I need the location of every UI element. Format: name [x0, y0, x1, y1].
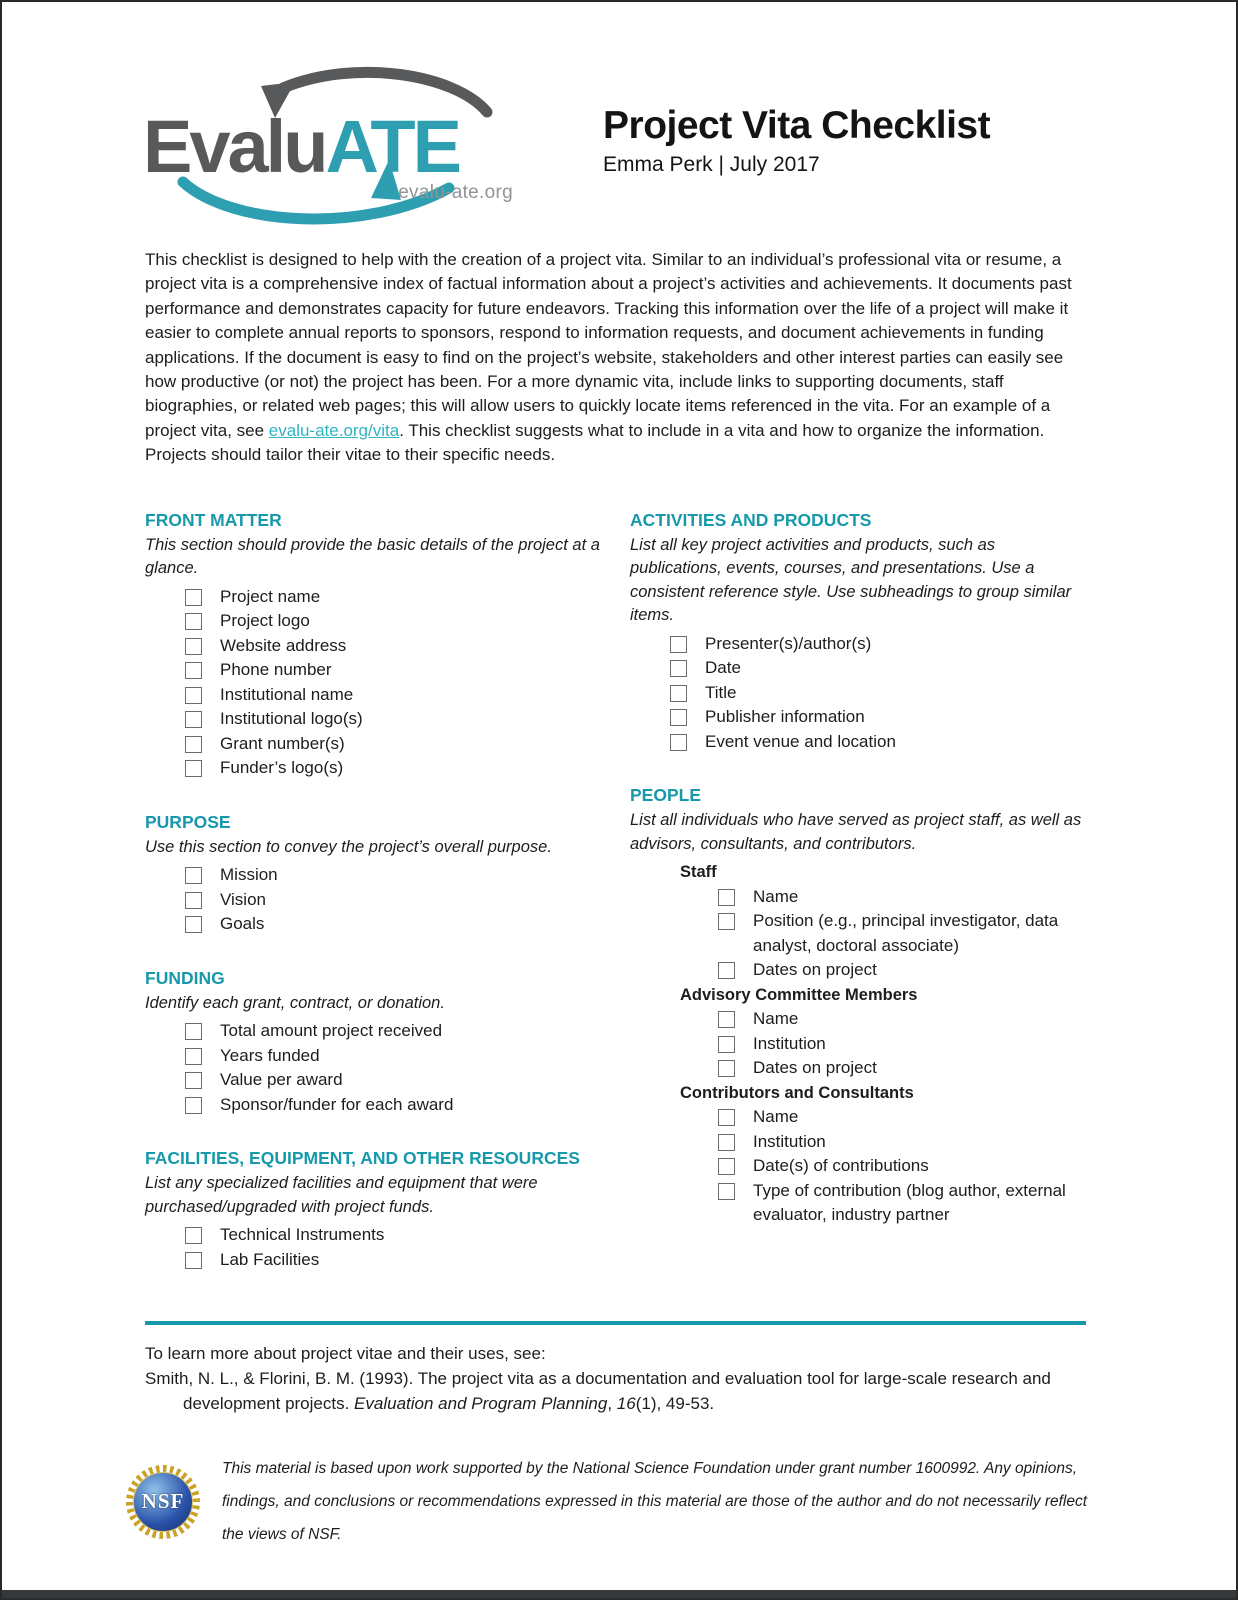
learn-more-text: To learn more about project vitae and their uses, see: [145, 1344, 546, 1364]
checkbox[interactable] [670, 734, 687, 751]
group-title: Advisory Committee Members [680, 985, 918, 1004]
checkbox[interactable] [670, 660, 687, 677]
checkbox[interactable] [185, 1048, 202, 1065]
checklist-item [185, 683, 605, 708]
checklist-item [670, 705, 1090, 730]
intro-text-before-link: This checklist is designed to help with the creation of a project vita. Similar to an individual’s professional vita or resume, a project vita is a comprehensive index of factual information about a project’s activities and achievements. It documents past performance and demonstrates capacity for future endeavors. Tracking this information over the life of a project will make it easier to complete annual reports to sponsors, respond to information requests, and document achievements in funding applications. If the document is easy to find on the project’s website, stakeholders and other interest parties can easily see how productive (or not) the project has been. For a more dynamic vita, include links to supporting documents, staff biographies, or related web pages; this will allow users to quickly locate items referenced in the vita. For an example of a project vita, see [145, 250, 1072, 440]
nsf-logo-icon [126, 1465, 200, 1539]
checklist-item-label: Years funded [220, 1045, 320, 1065]
checklist-item-label: Title [705, 682, 737, 702]
checklist-item-label: Total amount project received [220, 1021, 443, 1041]
checklist-item-label: Position (e.g., principal investigator, data analyst, doctoral associate) [753, 911, 1059, 955]
checklist-item-label: Name [753, 886, 799, 906]
section-heading: FACILITIES, EQUIPMENT, AND OTHER RESOURCES [145, 1148, 580, 1169]
checklist-item [185, 888, 605, 913]
checklist-item [185, 912, 605, 937]
checkbox[interactable] [185, 1097, 202, 1114]
checklist-item [670, 681, 1090, 706]
citation-text: Smith, N. L., & Florini, B. M. (1993). The project vita as a documentation and evaluation tool for large-scale research and development projects. [145, 1369, 1051, 1414]
checkbox[interactable] [185, 1023, 202, 1040]
checklist [630, 1105, 1090, 1228]
checklist-item-label: Lab Facilities [220, 1249, 320, 1269]
logo-website-text: evalu-ate.org [398, 182, 513, 203]
people-group-contributors [630, 1081, 1090, 1228]
nsf-footer [126, 1452, 1096, 1551]
intro-text-after-link: . This checklist suggests what to include in a vita and how to organize the information. Projects should tailor their vitae to their specific needs. [145, 420, 1045, 465]
section-heading: FRONT MATTER [145, 509, 282, 530]
section-purpose [145, 812, 605, 937]
checklist-item [718, 1105, 1090, 1130]
checklist-item [718, 1056, 1090, 1081]
footer-reference [145, 1341, 1086, 1416]
checklist [145, 863, 605, 937]
checkbox[interactable] [670, 685, 687, 702]
checklist-item-label: Event venue and location [705, 731, 896, 751]
citation-volume: 16 [616, 1394, 636, 1414]
checklist-item [185, 1068, 605, 1093]
checklist-item [670, 730, 1090, 755]
checklist [630, 885, 1090, 983]
checkbox[interactable] [185, 638, 202, 655]
checklist-item [670, 632, 1090, 657]
section-people [630, 785, 1090, 1228]
checklist-item [718, 909, 1090, 958]
checklist-item-label: Grant number(s) [220, 733, 345, 753]
checklist-item [185, 732, 605, 757]
checklist-item-label: Value per award [220, 1070, 343, 1090]
checklist-item [718, 958, 1090, 983]
checkbox[interactable] [718, 1183, 735, 1200]
vita-example-link[interactable]: evalu-ate.org/vita [268, 420, 400, 440]
checklist-item-label: Mission [220, 865, 278, 885]
nsf-disclaimer: This material is based upon work supported by the National Science Foundation under grant number 1600992. Any opinions, findings, and conclusions or recommendations expressed in this material are those of the author and do not necessarily reflect the views of NSF. [222, 1460, 1088, 1544]
checkbox[interactable] [718, 1109, 735, 1126]
checkbox[interactable] [185, 1252, 202, 1269]
bottom-page-bar [2, 1590, 1236, 1598]
checkbox[interactable] [185, 711, 202, 728]
group-title: Staff [680, 863, 717, 882]
checklist-item [185, 609, 605, 634]
checkbox[interactable] [185, 662, 202, 679]
checklist-item-label: Goals [220, 914, 265, 934]
checklist-item [718, 1007, 1090, 1032]
checklist-item [718, 885, 1090, 910]
header [2, 2, 1236, 224]
left-column [145, 510, 605, 1304]
checkbox[interactable] [718, 1011, 735, 1028]
checklist-item [185, 707, 605, 732]
checklist-item-label: Institutional name [220, 684, 354, 704]
checklist-item-label: Institution [753, 1131, 826, 1151]
checkbox[interactable] [185, 916, 202, 933]
checkbox[interactable] [670, 709, 687, 726]
section-front-matter [145, 510, 605, 781]
checkbox[interactable] [185, 1227, 202, 1244]
checklist-item-label: Publisher information [705, 707, 865, 727]
checkbox[interactable] [185, 589, 202, 606]
checklist-item [185, 1019, 605, 1044]
group-title: Contributors and Consultants [680, 1083, 914, 1102]
checklist-item [718, 1179, 1090, 1228]
checkbox[interactable] [718, 1134, 735, 1151]
checklist-item [185, 863, 605, 888]
checkbox[interactable] [718, 1036, 735, 1053]
section-description: List any specialized facilities and equipment that were purchased/upgraded with project funds. [145, 1174, 538, 1216]
checkbox[interactable] [185, 736, 202, 753]
checkbox[interactable] [185, 867, 202, 884]
section-description: This section should provide the basic details of the project at a glance. [145, 535, 600, 578]
checklist-item [718, 1154, 1090, 1179]
checklist-columns [145, 510, 1086, 1304]
checklist [145, 1019, 605, 1117]
right-column [630, 510, 1090, 1259]
checklist-item [185, 585, 605, 610]
checkbox[interactable] [718, 913, 735, 930]
checklist-item [185, 634, 605, 659]
checklist-item-label: Project logo [220, 611, 310, 631]
title-block [603, 104, 990, 177]
section-facilities [145, 1148, 605, 1272]
section-activities-products [630, 510, 1090, 755]
checklist-item [670, 656, 1090, 681]
checklist-item-label: Institutional logo(s) [220, 709, 363, 729]
checkbox[interactable] [185, 1072, 202, 1089]
checklist-item-label: Type of contribution (blog author, external evaluator, industry partner [753, 1180, 1066, 1225]
checkbox[interactable] [185, 760, 202, 777]
checklist-item [185, 1223, 605, 1248]
nsf-logo-globe [133, 1472, 193, 1532]
checklist-item [185, 1093, 605, 1118]
checklist-item-label: Sponsor/funder for each award [220, 1094, 454, 1114]
evaluate-logo [135, 72, 517, 224]
footer-divider [145, 1321, 1086, 1325]
checklist-item [718, 1032, 1090, 1057]
checklist-item [185, 1044, 605, 1069]
checklist [145, 1223, 605, 1272]
section-description: List all individuals who have served as project staff, as well as advisors, consultants, and contributors. [630, 811, 1082, 853]
logo-text-evalu: Evalu [143, 105, 326, 188]
section-funding [145, 968, 605, 1118]
checklist-item-label: Name [753, 1107, 799, 1127]
checklist-item-label: Institution [753, 1033, 826, 1053]
checkbox[interactable] [670, 636, 687, 653]
intro-paragraph [145, 248, 1086, 468]
section-description: List all key project activities and products, such as publications, events, courses, and presentations. Use a consistent reference style. Use subheadings to group similar items. [630, 535, 1072, 625]
checklist-item [185, 1248, 605, 1273]
citation: Smith, N. L., & Florini, B. M. (1993). The project vita as a documentation and evaluation tool for large-scale research and development projects. Evaluation and Program Planning, 16(1), 49-53. [145, 1369, 1051, 1414]
logo-wordmark [143, 105, 459, 188]
checklist [145, 585, 605, 781]
checklist-item-label: Website address [220, 635, 347, 655]
section-description: Identify each grant, contract, or donation. [145, 993, 445, 1012]
checklist-item-label: Presenter(s)/author(s) [705, 633, 872, 653]
checklist-item-label: Name [753, 1009, 799, 1029]
checkbox[interactable] [185, 892, 202, 909]
checklist-item [185, 756, 605, 781]
checklist-item-label: Date(s) of contributions [753, 1156, 929, 1176]
checkbox[interactable] [718, 1060, 735, 1077]
checkbox[interactable] [185, 613, 202, 630]
page-title: Project Vita Checklist [603, 104, 991, 147]
checklist [630, 632, 1090, 755]
checklist [630, 1007, 1090, 1081]
checkbox[interactable] [718, 889, 735, 906]
checkbox[interactable] [718, 1158, 735, 1175]
section-heading: PURPOSE [145, 811, 231, 832]
checklist-item-label: Dates on project [753, 1058, 877, 1078]
citation-journal: Evaluation and Program Planning [354, 1394, 608, 1414]
section-description: Use this section to convey the project’s overall purpose. [145, 837, 552, 856]
checkbox[interactable] [718, 962, 735, 979]
nsf-logo-text: NSF [141, 1489, 185, 1514]
checklist-item-label: Project name [220, 586, 321, 606]
people-group-staff [630, 860, 1090, 983]
section-heading: PEOPLE [630, 785, 701, 806]
logo-text-ate: ATE [325, 105, 459, 188]
checklist-item-label: Vision [220, 889, 266, 909]
byline: Emma Perk | July 2017 [603, 153, 820, 176]
section-heading: ACTIVITIES AND PRODUCTS [630, 509, 872, 530]
checklist-item-label: Phone number [220, 660, 332, 680]
checklist-item-label: Dates on project [753, 960, 877, 980]
people-group-advisory [630, 983, 1090, 1081]
checklist-item-label: Funder’s logo(s) [220, 758, 344, 778]
checkbox[interactable] [185, 687, 202, 704]
checklist-item-label: Date [705, 658, 741, 678]
checklist-item-label: Technical Instruments [220, 1225, 385, 1245]
checklist-item [185, 658, 605, 683]
section-heading: FUNDING [145, 967, 225, 988]
checklist-item [718, 1130, 1090, 1155]
